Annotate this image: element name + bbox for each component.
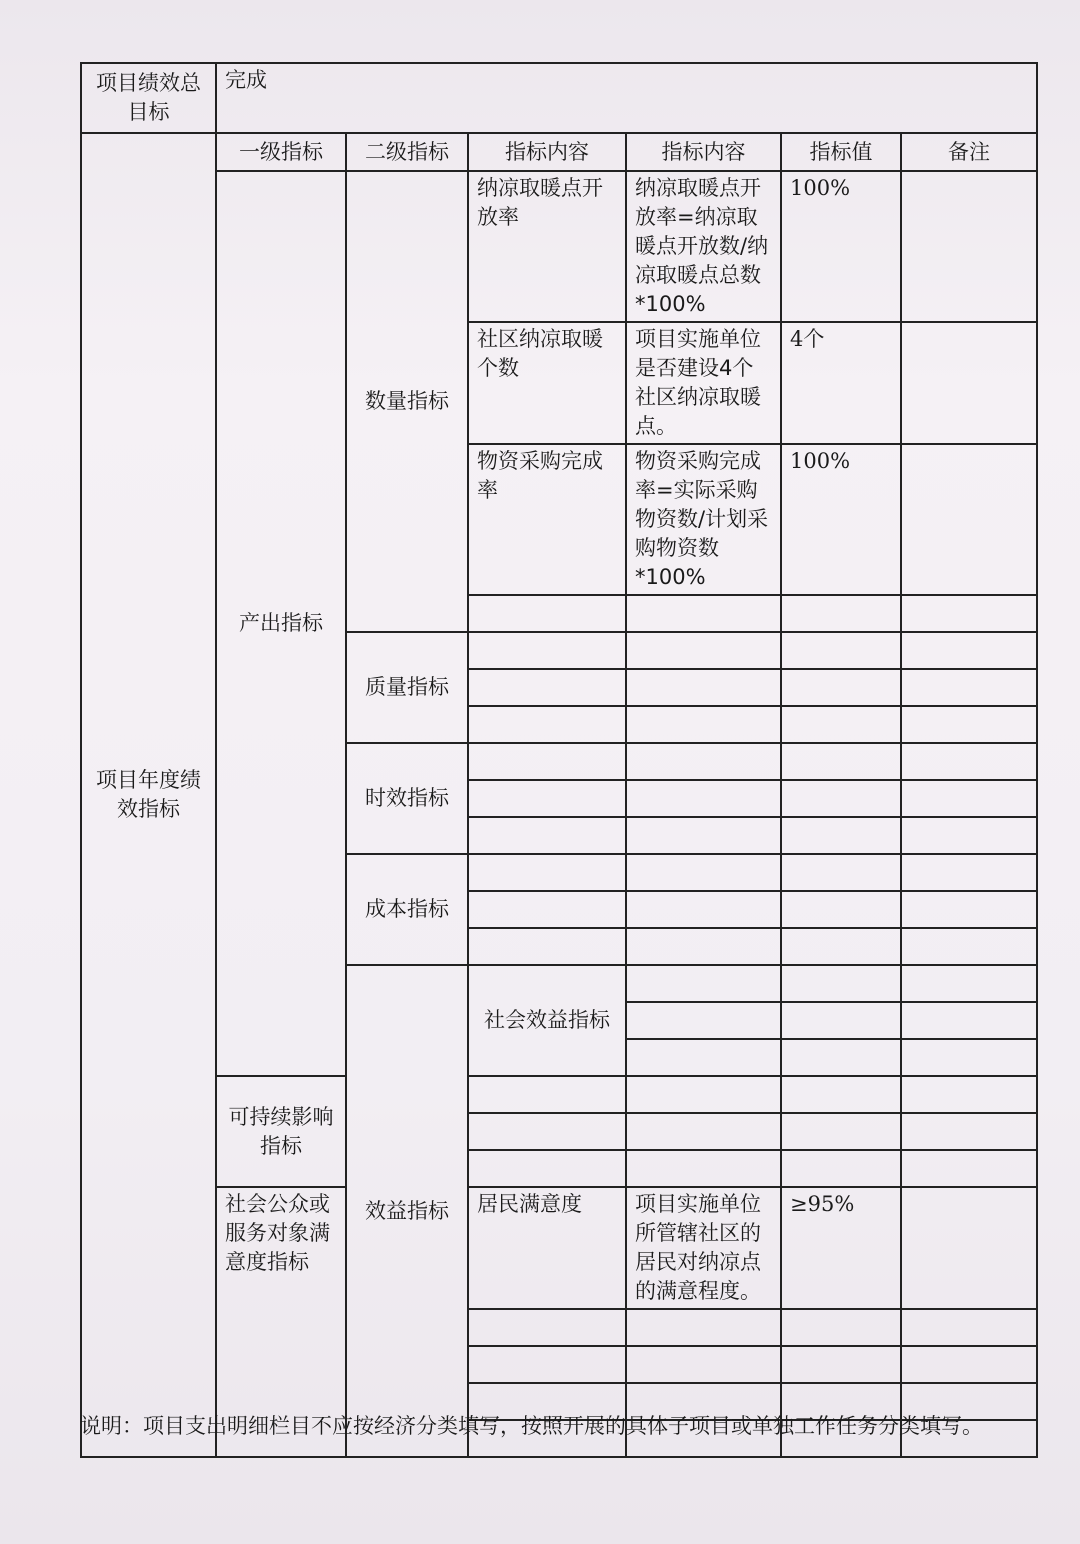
empty-cell: [626, 706, 781, 743]
indicator-name: 社区纳凉取暖个数: [468, 322, 626, 444]
indicator-value: 100%: [781, 444, 901, 595]
empty-cell: [901, 1039, 1037, 1076]
empty-cell: [468, 817, 626, 854]
footnote: 说明：项目支出明细栏目不应按经济分类填写，按照开展的具体子项目或单独工作任务分类填写。: [80, 1414, 983, 1438]
header-remark: 备注: [901, 133, 1037, 171]
empty-cell: [901, 817, 1037, 854]
remark-cell: [901, 1187, 1037, 1309]
empty-cell: [901, 780, 1037, 817]
empty-cell: [901, 1076, 1037, 1113]
empty-cell: [901, 706, 1037, 743]
table-row: [81, 171, 1037, 322]
empty-cell: [626, 1039, 781, 1076]
empty-cell: [781, 965, 901, 1002]
empty-cell: [781, 1346, 901, 1383]
header-content2: 指标内容: [626, 133, 781, 171]
empty-cell: [626, 780, 781, 817]
empty-cell: [781, 817, 901, 854]
empty-cell: [626, 1150, 781, 1187]
indicator-value: 4个: [781, 322, 901, 444]
empty-cell: [626, 595, 781, 632]
goal-label: 项目绩效总目标: [81, 63, 216, 133]
empty-cell: [781, 1076, 901, 1113]
header-row: [81, 133, 1037, 171]
empty-cell: [781, 891, 901, 928]
empty-cell: [901, 1002, 1037, 1039]
quantity-label: 数量指标: [346, 171, 468, 632]
empty-cell: [901, 1309, 1037, 1346]
empty-cell: [781, 780, 901, 817]
header-content1: 指标内容: [468, 133, 626, 171]
benefit-label: 效益指标: [346, 965, 468, 1457]
empty-cell: [901, 632, 1037, 669]
empty-cell: [468, 1309, 626, 1346]
empty-cell: [781, 1113, 901, 1150]
empty-cell: [781, 669, 901, 706]
empty-cell: [468, 1346, 626, 1383]
table-row: [81, 1187, 1037, 1309]
empty-cell: [781, 1309, 901, 1346]
header-level1: 一级指标: [216, 133, 346, 171]
remark-cell: [901, 171, 1037, 322]
annual-indicators-label: 项目年度绩效指标: [81, 133, 216, 1457]
empty-cell: [626, 817, 781, 854]
goal-value: 完成: [216, 63, 1037, 133]
table-row: [81, 1076, 1037, 1113]
empty-cell: [468, 595, 626, 632]
empty-cell: [468, 1150, 626, 1187]
remark-cell: [901, 444, 1037, 595]
output-label: 产出指标: [216, 171, 346, 1076]
empty-cell: [781, 595, 901, 632]
performance-table: [80, 62, 1038, 1458]
empty-cell: [901, 965, 1037, 1002]
empty-cell: [626, 669, 781, 706]
social-benefit-label: 社会效益指标: [468, 965, 626, 1076]
empty-cell: [901, 1113, 1037, 1150]
empty-cell: [626, 1002, 781, 1039]
empty-cell: [626, 854, 781, 891]
empty-cell: [468, 1113, 626, 1150]
empty-cell: [781, 1150, 901, 1187]
empty-cell: [626, 1113, 781, 1150]
remark-cell: [901, 322, 1037, 444]
empty-cell: [781, 1002, 901, 1039]
empty-cell: [468, 1076, 626, 1113]
header-level2: 二级指标: [346, 133, 468, 171]
cost-label: 成本指标: [346, 854, 468, 965]
empty-cell: [626, 1346, 781, 1383]
empty-cell: [468, 632, 626, 669]
empty-cell: [468, 780, 626, 817]
empty-cell: [901, 595, 1037, 632]
empty-cell: [901, 669, 1037, 706]
indicator-name: 物资采购完成率: [468, 444, 626, 595]
empty-cell: [626, 1309, 781, 1346]
empty-cell: [901, 854, 1037, 891]
empty-cell: [626, 743, 781, 780]
empty-cell: [901, 928, 1037, 965]
indicator-desc: 物资采购完成率=实际采购物资数/计划采购物资数*100%: [626, 444, 781, 595]
empty-cell: [901, 743, 1037, 780]
empty-cell: [468, 928, 626, 965]
empty-cell: [468, 669, 626, 706]
indicator-desc: 项目实施单位所管辖社区的居民对纳凉点的满意程度。: [626, 1187, 781, 1309]
empty-cell: [626, 928, 781, 965]
indicator-name: 纳凉取暖点开放率: [468, 171, 626, 322]
empty-cell: [781, 743, 901, 780]
satisfaction-label: 社会公众或服务对象满意度指标: [216, 1187, 346, 1457]
indicator-value: ≥95%: [781, 1187, 901, 1309]
empty-cell: [781, 632, 901, 669]
empty-cell: [901, 1150, 1037, 1187]
goal-row: [81, 63, 1037, 133]
header-value: 指标值: [781, 133, 901, 171]
indicator-desc: 项目实施单位是否建设4个社区纳凉取暖点。: [626, 322, 781, 444]
sustainable-label: 可持续影响指标: [216, 1076, 346, 1187]
empty-cell: [468, 891, 626, 928]
timeliness-label: 时效指标: [346, 743, 468, 854]
empty-cell: [901, 1346, 1037, 1383]
empty-cell: [468, 743, 626, 780]
empty-cell: [781, 928, 901, 965]
quality-label: 质量指标: [346, 632, 468, 743]
empty-cell: [901, 891, 1037, 928]
indicator-value: 100%: [781, 171, 901, 322]
empty-cell: [626, 891, 781, 928]
indicator-desc: 纳凉取暖点开放率=纳凉取暖点开放数/纳凉取暖点总数*100%: [626, 171, 781, 322]
empty-cell: [468, 854, 626, 891]
empty-cell: [781, 1039, 901, 1076]
indicator-name: 居民满意度: [468, 1187, 626, 1309]
empty-cell: [468, 706, 626, 743]
empty-cell: [626, 632, 781, 669]
empty-cell: [781, 706, 901, 743]
empty-cell: [626, 1076, 781, 1113]
empty-cell: [781, 854, 901, 891]
empty-cell: [626, 965, 781, 1002]
